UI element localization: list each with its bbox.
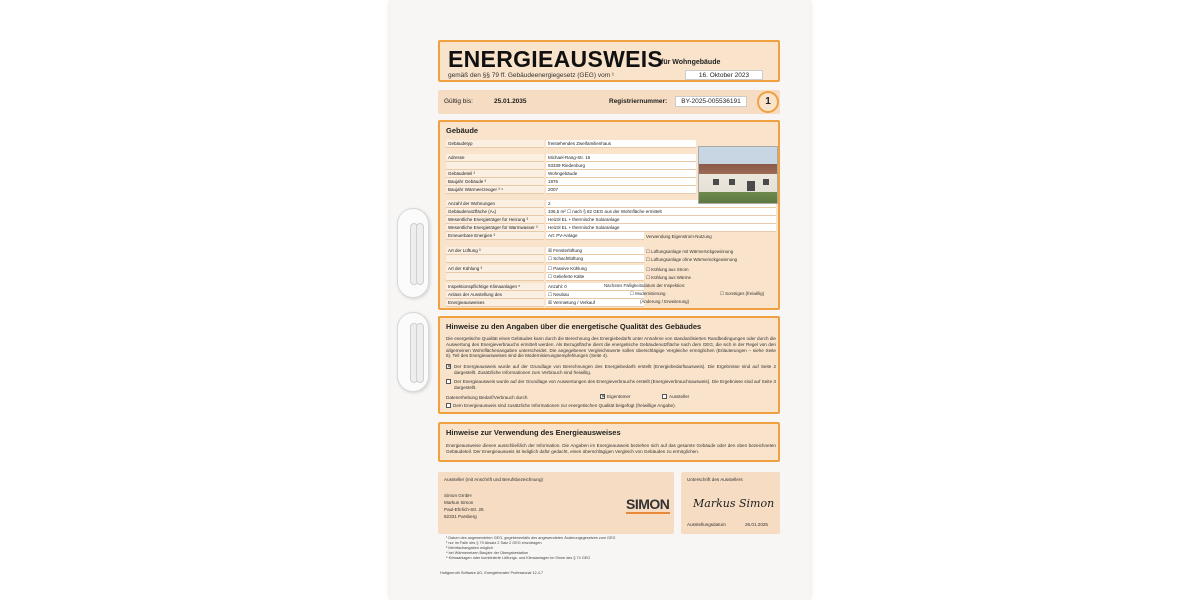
building-right-cell: ☐ Lüftungsanlage ohne Wärmerückgewinnung [646,257,738,262]
building-row [446,178,696,186]
valid-until-label: Gültig bis: [444,98,473,105]
building-row-value: ☒ Fensterlüftung [546,247,644,255]
usage-notes-paragraph: Energieausweise dienen ausschließlich der Information. Die Angaben im Energieausweis beziehen sich auf das gesamte Gebäude oder den oben bezeichneten Gebäudeteil. Der Energieausweis ist lediglich dafür gedacht, einen überschlägigen Vergleich von Gebäuden zu ermöglichen. [446,443,776,454]
building-row [446,255,644,263]
building-row-value: Heizöl EL + thermische Solaranlage [546,224,776,232]
building-row [446,162,696,170]
building-row-value: Michael-Rang-Str. 16 [546,154,696,162]
issuer-line-2: Markus Simon [444,500,474,505]
checkbox-bedarf-checked[interactable]: ✕ [447,364,452,370]
building-row [446,170,696,178]
building-row-value: 2 [546,200,776,208]
building-row-value: 336,5 m² ☐ nach § 82 GEG aus der Wohnfläche ermittelt [546,208,776,216]
building-row-label: Wesentliche Energieträger für Heizung ³ [446,216,544,224]
owner-label: Eigentümer [607,394,631,399]
building-row-label: Anlass der Ausstellung des [446,291,544,299]
signature-heading: Unterschrift des Ausstellers [687,477,743,482]
building-right-cell: ☐ Kühlung aus Wärme [646,275,691,280]
usage-notes-section [438,422,780,462]
checkbox-issuer[interactable] [662,394,667,399]
building-row [446,140,696,148]
issuer-heading: Aussteller (mit Anschrift und Berufsbezeichnung) [444,477,544,482]
company-logo: SIMON [626,496,670,512]
signature-box [681,472,780,534]
additional-info-option [446,403,676,408]
building-row-value: 2007 [546,186,696,194]
quality-notes-section [438,316,780,414]
additional-info-text: Dem Energieausweis sind zusätzliche Informationen zur energetischen Qualität beigefügt (freiwillige Angabe). [453,403,676,408]
issue-date-label: Ausstellungsdatum [687,522,726,527]
building-row-label [446,255,544,263]
building-row [446,208,776,216]
binder-clip-top [397,208,429,298]
building-row-value: Anzahl: 0 [546,283,644,291]
company-logo-bar [626,512,670,514]
software-credit: Hottgenroth Software AG, Energieberater Professional 12.4.7 [440,571,543,575]
building-row-label: Wesentliche Energieträger für Warmwasser ³ [446,224,544,232]
option-verbrauch [446,379,776,391]
building-row-value: ☐ Schachtlüftung [546,255,644,263]
building-section [438,120,780,310]
building-row [446,186,696,194]
checkbox-owner-checked[interactable]: ✕ [601,394,606,401]
building-row [446,299,644,307]
page-number-badge: 1 [757,91,779,113]
issuer-line-1: Simon GmbH [444,493,472,498]
footnote-2: ² nur im Falle des § 79 Absatz 2 Satz 2 GEG einzutragen [446,541,542,545]
building-row-value: Art: PV-Anlage [546,232,644,240]
building-row-label: Baujahr Wärmeerzeuger ³ ⁴ [446,186,544,194]
document-title: ENERGIEAUSWEIS [448,46,664,72]
option-verbrauch-text: Der Energieausweis wurde auf der Grundlage von Auswertungen des Energieverbrauchs erstellt (Energieverbrauchsausweis). Die Ergebnisse sind auf Seite 3 dargestellt. [454,379,776,390]
building-row [446,224,776,232]
building-photo [698,146,778,204]
building-row-label: Art der Lüftung ³ [446,247,544,255]
building-right-cell: ☐ Lüftungsanlage mit Wärmerückgewinnung [646,249,734,254]
issue-date: 26.01.2025 [745,522,768,527]
building-row-label: Gebäudenutzfläche (Aₙ) [446,208,544,216]
issuer-label: Aussteller [669,394,690,399]
footnote-3: ³ Mehrfachangaben möglich [446,546,494,550]
checkbox-verbrauch[interactable] [446,379,451,384]
footnote-5: ⁵ Klimaanlagen oder kombinierte Lüftungs- und Klimaanlagen im Sinne des § 74 GEG [446,556,591,560]
option-bedarf [446,364,776,376]
issuer-line-4: 82331 Parsberg [444,514,477,519]
building-right-cell: (Änderung / Erweiterung) [640,299,690,304]
building-row-value: 93339 Riedenburg [546,162,696,170]
building-row-label: Inspektionspflichtige Klimaanlagen ⁵ [446,283,544,291]
checkbox-additional-info[interactable] [446,403,451,408]
building-right-cell: Verwendung Eigenstrom-Nutzung [646,234,712,239]
building-row-label: Gebäudeteil ² [446,170,544,178]
building-row-label: Gebäudetyp [446,140,544,148]
registration-label: Registriernummer: [609,98,668,105]
quality-notes-title: Hinweise zu den Angaben über die energetische Qualität des Gebäudes [446,322,702,331]
building-row [446,232,644,240]
building-row-value: freistehendes Zweifamilienhaus [546,140,696,148]
building-right-cell: Nächstes Fälligkeitsdatum der Inspektion: [604,283,686,288]
registration-number: BY-2025-005536191 [675,96,747,107]
building-row [446,154,696,162]
building-row-label [446,162,544,170]
header-box [438,40,780,82]
building-row-label: Erneuerbare Energien ³ [446,232,544,240]
document-subtitle: für Wohngebäude [661,59,721,66]
building-section-title: Gebäude [446,126,479,135]
valid-until-value: 25.01.2035 [494,98,527,105]
geg-date: 16. Oktober 2023 [685,70,763,80]
building-row-label [446,273,544,281]
footnote-4: ⁴ bei Wärmenetzen Baujahr der Übergabestation [446,551,529,555]
option-bedarf-text: Der Energieausweis wurde auf der Grundlage von Berechnungen des Energiebedarfs erstellt (Energiebedarfsausweis). Die Ergebnisse sind auf Seite 2 dargestellt. Zusätzliche Informationen zum Verbrauch sind freiwillig. [454,364,776,375]
building-row-label: Anzahl der Wohnungen [446,200,544,208]
building-row-value: ☐ Neubau [546,291,644,299]
building-right-cell: ☐ Modernisierung [630,291,666,296]
building-row-value: ☐ Gelieferte Kälte [546,273,644,281]
validity-bar [438,90,780,114]
building-row-value: ☐ Passive Kühlung [546,265,644,273]
issuer-option [662,394,689,399]
building-row [446,291,644,299]
building-row-label: Art der Kühlung ³ [446,265,544,273]
signature-last: Simon [739,497,775,510]
footnote-1: ¹ Datum des angewendeten GEG, gegebenenfalls des angewendeten Änderungsgesetzes zum GEG [446,536,616,540]
building-row-label: Baujahr Gebäude ³ [446,178,544,186]
building-row-value: Wohngebäude [546,170,696,178]
owner-option [600,394,631,399]
building-row [446,216,776,224]
building-right-cell: ☐ Sonstiges (freiwillig) [720,291,765,296]
building-row-value: 1976 [546,178,696,186]
building-right-cell: ☐ Kühlung aus Strom [646,267,689,272]
building-row [446,265,644,273]
quality-notes-paragraph: Die energetische Qualität eines Gebäudes kann durch die Berechnung des Energiebedarfs unter Annahme von standardisierten Randbedingungen oder durch die Auswertung des Energieverbrauchs ermittelt werden. Als Bezugsfläche dient die energetische Gebäudenutzfläche nach dem GEG, die sich in der Regel von den allgemeinen Wohnflächenangaben unterscheidet. Die angegebenen Vergleichswerte sollen überschlägige Vergleiche ermöglichen (Erläuterungen – siehe Seite 5). Teil des Energieausweises sind die Modernisierungsempfehlungen (Seite 4). [446,336,776,359]
building-row [446,247,644,255]
building-row-value: Heizöl EL + thermische Solaranlage [546,216,776,224]
legal-basis: gemäß den §§ 79 ff. Gebäudeenergiegesetz (GEG) vom ¹ [448,72,615,79]
signature-first: Markus [693,497,736,510]
building-row-value: ☒ Vermietung / Verkauf [546,299,644,307]
issuer-line-3: Paul-Ehrlich-Str. 26 [444,507,484,512]
building-row-label: Energieausweises [446,299,544,307]
building-row-label: Adresse [446,154,544,162]
building-row [446,273,644,281]
binder-clip-bottom [397,312,429,392]
data-collection-label: Datenerhebung Bedarf/Verbrauch durch [446,395,528,400]
usage-notes-title: Hinweise zur Verwendung des Energieausweises [446,428,621,437]
issuer-box [438,472,674,534]
